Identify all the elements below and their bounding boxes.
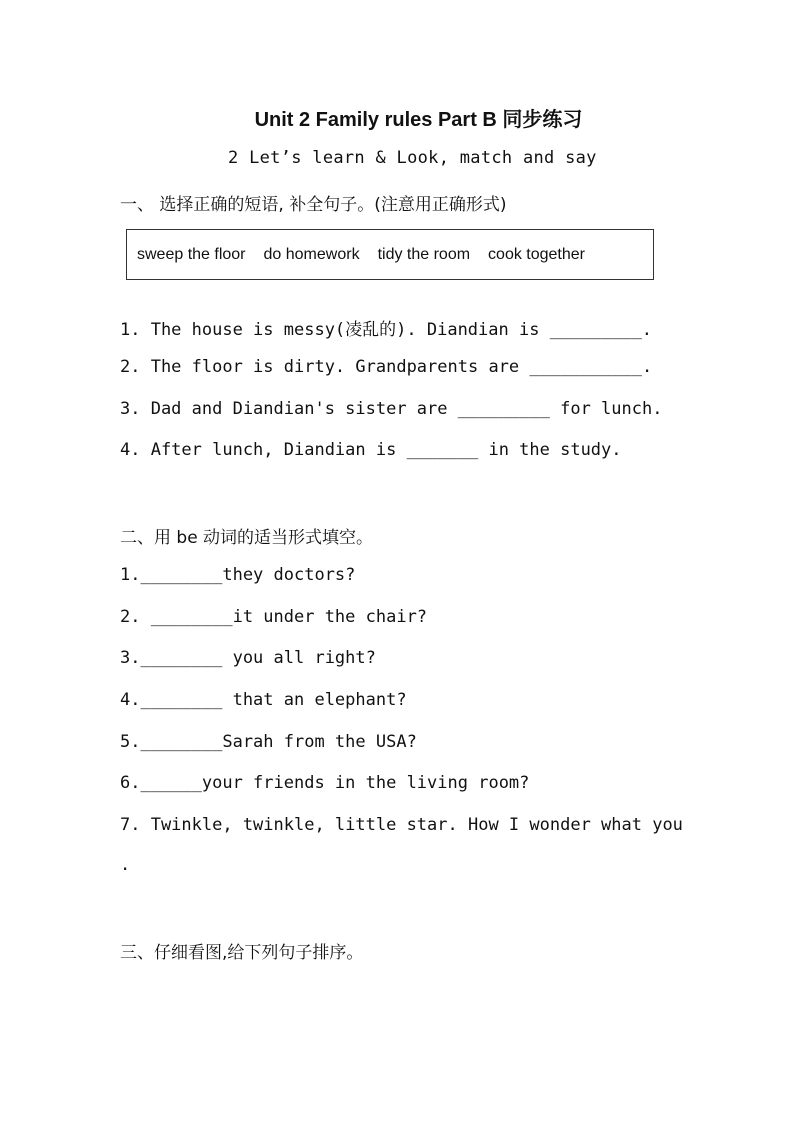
exercise-item: 5.________Sarah from the USA? [120, 732, 417, 752]
section-3-heading: 三、仔细看图,给下列句子排序。 [120, 943, 364, 963]
section-2-heading: 二、用 be 动词的适当形式填空。 [120, 528, 374, 548]
exercise-item: 2. The floor is dirty. Grandparents are ___________. [120, 357, 653, 377]
phrase-item: sweep the floor [137, 245, 246, 263]
section-1-heading: 一、 选择正确的短语, 补全句子。(注意用正确形式) [120, 195, 507, 215]
exercise-item: 3. Dad and Diandian's sister are _________ for lunch. [120, 399, 663, 419]
phrase-item: tidy the room [377, 245, 471, 263]
page-title: Unit 2 Family rules Part B 同步练习 [254, 109, 583, 131]
phrase-box [126, 229, 654, 280]
exercise-item-continuation: . [120, 855, 131, 875]
exercise-item: 6.______your friends in the living room? [120, 773, 530, 793]
exercise-item: 1. The house is messy(凌乱的). Diandian is _________. [120, 320, 653, 340]
exercise-item: 7. Twinkle, twinkle, little star. How I wonder what you [120, 815, 683, 835]
exercise-item: 1.________they doctors? [120, 565, 356, 585]
exercise-item: 3.________ you all right? [120, 648, 376, 668]
subtitle: 2 Let’s learn & Look, match and say [228, 148, 597, 168]
exercise-item: 4.________ that an elephant? [120, 690, 407, 710]
exercise-item: 4. After lunch, Diandian is _______ in the study. [120, 440, 622, 460]
phrase-item: do homework [263, 245, 360, 263]
phrase-item: cook together [488, 245, 585, 263]
exercise-item: 2. ________it under the chair? [120, 607, 428, 627]
